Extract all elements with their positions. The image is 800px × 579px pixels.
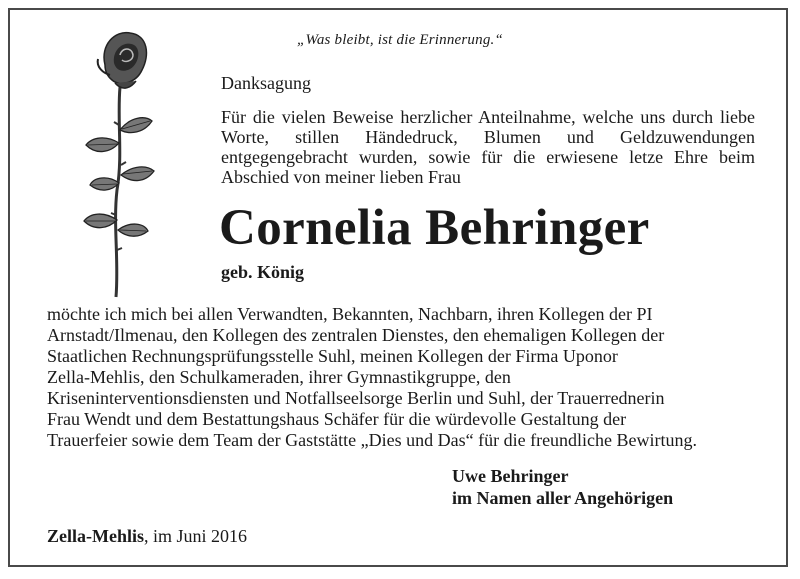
signature-name: Uwe Behringer xyxy=(452,466,569,486)
heading-danksagung: Danksagung xyxy=(221,73,311,93)
deceased-name: Cornelia Behringer xyxy=(219,200,650,256)
signature-subline: im Namen aller Angehörigen xyxy=(452,488,674,508)
place-name: Zella-Mehlis xyxy=(47,526,144,546)
place-date xyxy=(47,526,247,547)
body-line: Kriseninterventionsdiensten und Notfallseelsorge Berlin und Suhl, der Trauerrednerin xyxy=(47,388,665,408)
motto-quote: „Was bleibt, ist die Erinnerung.“ xyxy=(296,32,504,48)
body-line: möchte ich mich bei allen Verwandten, Bekannten, Nachbarn, ihren Kollegen der PI xyxy=(47,304,653,324)
signature-block xyxy=(452,465,673,509)
body-line: Trauerfeier sowie dem Team der Gaststätte „Dies und Das“ für die freundliche Bewirtung. xyxy=(47,430,698,450)
date-text: , im Juni 2016 xyxy=(144,526,248,546)
maiden-name: geb. König xyxy=(221,262,305,282)
thanks-paragraph xyxy=(47,304,762,451)
body-line: Frau Wendt und dem Bestattungshaus Schäfer für die würdevolle Gestaltung der xyxy=(47,409,627,429)
body-line: Zella-Mehlis, den Schulkameraden, ihrer Gymnastikgruppe, den xyxy=(47,367,511,387)
body-line: Staatlichen Rechnungsprüfungsstelle Suhl, meinen Kollegen der Firma Uponor xyxy=(47,346,618,366)
intro-paragraph: Für die vielen Beweise herzlicher Anteilnahme, welche uns durch liebe Worte, stillen Händedruck, Blumen und Geldzuwendungen entgegengebracht wurden, sowie für die erwiesene letze Ehre beim Abschied von meiner lieben Frau xyxy=(221,107,755,187)
body-line: Arnstadt/Ilmenau, den Kollegen des zentralen Dienstes, den ehemaligen Kollegen der xyxy=(47,325,665,345)
rose-icon xyxy=(70,25,170,300)
